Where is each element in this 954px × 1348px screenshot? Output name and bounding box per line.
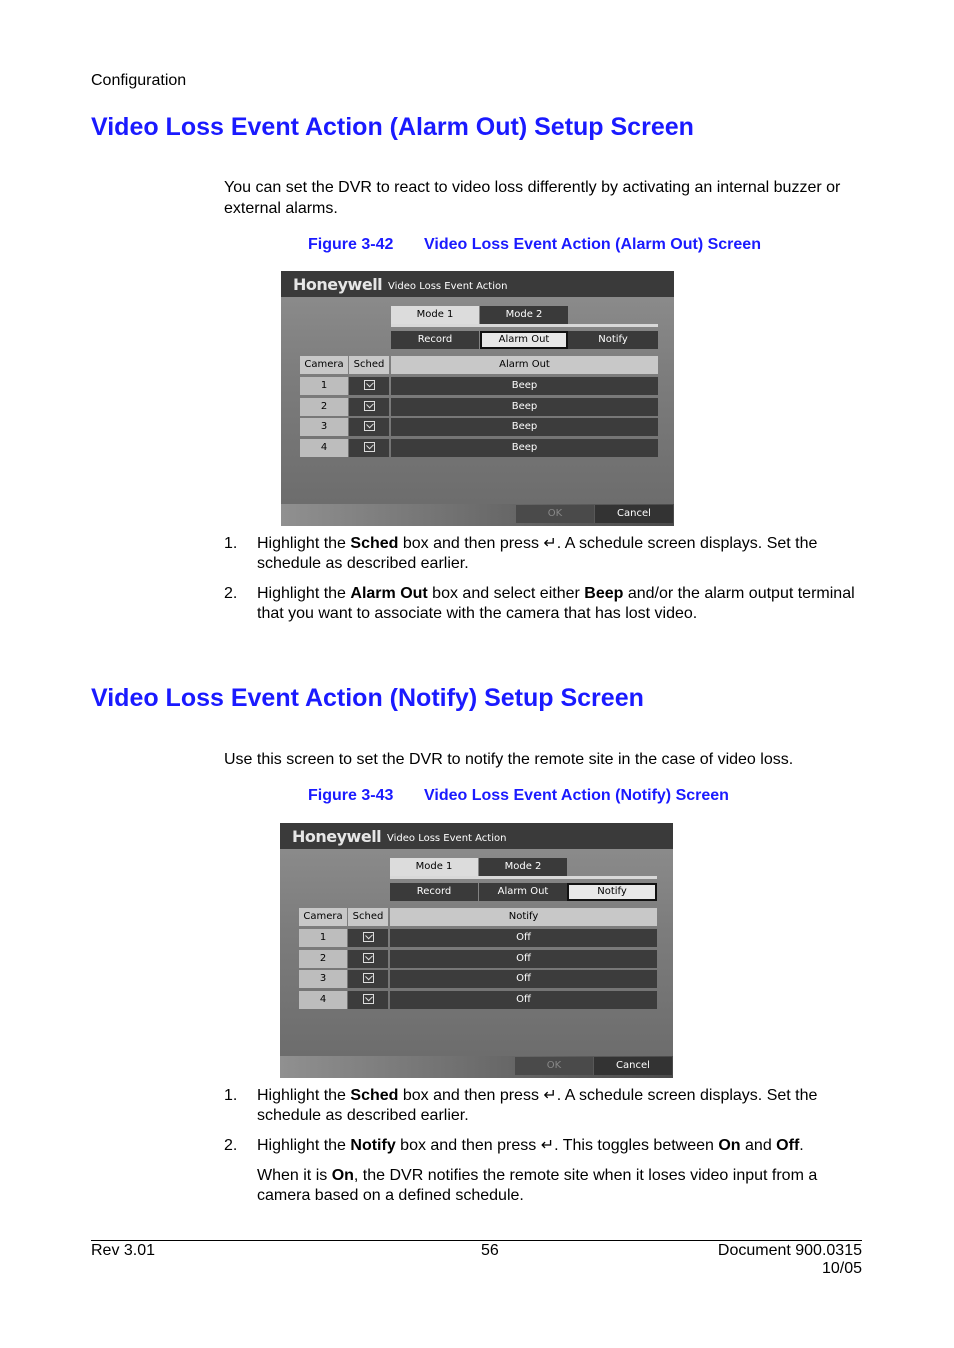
tab-divider	[390, 876, 657, 879]
section-heading-alarm-out: Video Loss Event Action (Alarm Out) Setup Screen	[91, 113, 694, 141]
camera-number: 2	[300, 398, 348, 416]
figure-title-3-42: Video Loss Event Action (Alarm Out) Screen	[424, 236, 761, 253]
footer-document-number: Document 900.0315	[717, 1242, 862, 1259]
dvr-screen-alarm-out	[281, 271, 674, 526]
column-header-camera: Camera	[300, 356, 348, 374]
tab-alarm-out[interactable]: Alarm Out	[480, 331, 568, 349]
footer-revision: Rev 3.01	[91, 1242, 156, 1259]
tab-record[interactable]: Record	[390, 883, 478, 901]
tab-divider	[391, 324, 658, 327]
tab-mode-2[interactable]: Mode 2	[480, 306, 568, 324]
camera-number: 1	[300, 377, 348, 395]
figure-title-3-43: Video Loss Event Action (Notify) Screen	[424, 787, 729, 804]
step-text: Highlight the Sched box and then press ↵. A schedule screen displays. Set the schedule as described earlier.	[257, 535, 818, 572]
camera-number: 3	[299, 970, 347, 988]
camera-number: 3	[300, 418, 348, 436]
column-header-notify: Notify	[390, 908, 657, 926]
step-number: 2.	[224, 1137, 238, 1154]
check-icon	[363, 973, 374, 983]
honeywell-logo: Honeywell	[292, 827, 382, 846]
column-header-alarm-out: Alarm Out	[391, 356, 658, 374]
footer-document	[718, 1242, 862, 1278]
check-icon	[363, 994, 374, 1004]
alarm-out-value[interactable]: Beep	[391, 418, 658, 436]
tab-mode-2[interactable]: Mode 2	[479, 858, 567, 876]
sched-checkbox[interactable]	[348, 970, 388, 988]
ok-button[interactable]: OK	[516, 505, 594, 523]
tab-notify[interactable]: Notify	[568, 331, 658, 349]
notify-value[interactable]: Off	[390, 950, 657, 968]
camera-number: 1	[299, 929, 347, 947]
cancel-button[interactable]: Cancel	[594, 1057, 672, 1075]
step-text: Highlight the Sched box and then press ↵. A schedule screen displays. Set the schedule as described earlier.	[257, 1087, 818, 1124]
ok-button[interactable]: OK	[515, 1057, 593, 1075]
alarm-out-value[interactable]: Beep	[391, 398, 658, 416]
check-icon	[363, 953, 374, 963]
sched-checkbox[interactable]	[348, 991, 388, 1009]
dvr-screen-notify	[280, 823, 673, 1078]
check-icon	[364, 401, 375, 411]
section-heading-notify: Video Loss Event Action (Notify) Setup Screen	[91, 684, 644, 712]
step-text: Highlight the Notify box and then press ↵. This toggles between On and Off.	[257, 1137, 804, 1154]
step-text: Highlight the Alarm Out box and select either Beep and/or the alarm output terminal that you want to associate with the camera that has lost video.	[257, 585, 855, 622]
column-header-sched: Sched	[348, 908, 388, 926]
camera-number: 4	[300, 439, 348, 457]
step-number: 1.	[224, 1087, 238, 1104]
running-header: Configuration	[91, 72, 187, 89]
check-icon	[363, 932, 374, 942]
step-number: 1.	[224, 535, 238, 552]
camera-number: 2	[299, 950, 347, 968]
check-icon	[364, 442, 375, 452]
step-number: 2.	[224, 585, 238, 602]
dvr-screen-title: Video Loss Event Action	[388, 281, 508, 292]
alarm-out-value[interactable]: Beep	[391, 439, 658, 457]
tab-record[interactable]: Record	[391, 331, 479, 349]
notify-value[interactable]: Off	[390, 929, 657, 947]
tab-mode-1[interactable]: Mode 1	[390, 858, 478, 876]
intro-paragraph-alarm-out: You can set the DVR to react to video loss differently by activating an internal buzzer or external alarms.	[224, 179, 841, 217]
camera-number: 4	[299, 991, 347, 1009]
footer-page-number: 56	[481, 1242, 499, 1259]
sched-checkbox[interactable]	[349, 398, 389, 416]
cancel-button[interactable]: Cancel	[595, 505, 673, 523]
sched-checkbox[interactable]	[348, 950, 388, 968]
footer-date: 10/05	[821, 1260, 862, 1277]
notify-value[interactable]: Off	[390, 991, 657, 1009]
intro-paragraph-notify: Use this screen to set the DVR to notify the remote site in the case of video loss.	[224, 751, 794, 768]
column-header-camera: Camera	[299, 908, 347, 926]
sched-checkbox[interactable]	[349, 418, 389, 436]
figure-number-3-42: Figure 3-42	[308, 236, 394, 253]
check-icon	[364, 421, 375, 431]
notify-value[interactable]: Off	[390, 970, 657, 988]
dvr-screen-title: Video Loss Event Action	[387, 833, 507, 844]
step-note: When it is On, the DVR notifies the remote site when it loses video input from a camera based on a defined schedule.	[257, 1167, 818, 1204]
sched-checkbox[interactable]	[348, 929, 388, 947]
column-header-sched: Sched	[349, 356, 389, 374]
figure-number-3-43: Figure 3-43	[308, 787, 394, 804]
sched-checkbox[interactable]	[349, 377, 389, 395]
tab-alarm-out[interactable]: Alarm Out	[479, 883, 567, 901]
footer-rule	[91, 1240, 862, 1241]
honeywell-logo: Honeywell	[293, 275, 383, 294]
check-icon	[364, 380, 375, 390]
sched-checkbox[interactable]	[349, 439, 389, 457]
alarm-out-value[interactable]: Beep	[391, 377, 658, 395]
tab-notify[interactable]: Notify	[567, 883, 657, 901]
tab-mode-1[interactable]: Mode 1	[391, 306, 479, 324]
